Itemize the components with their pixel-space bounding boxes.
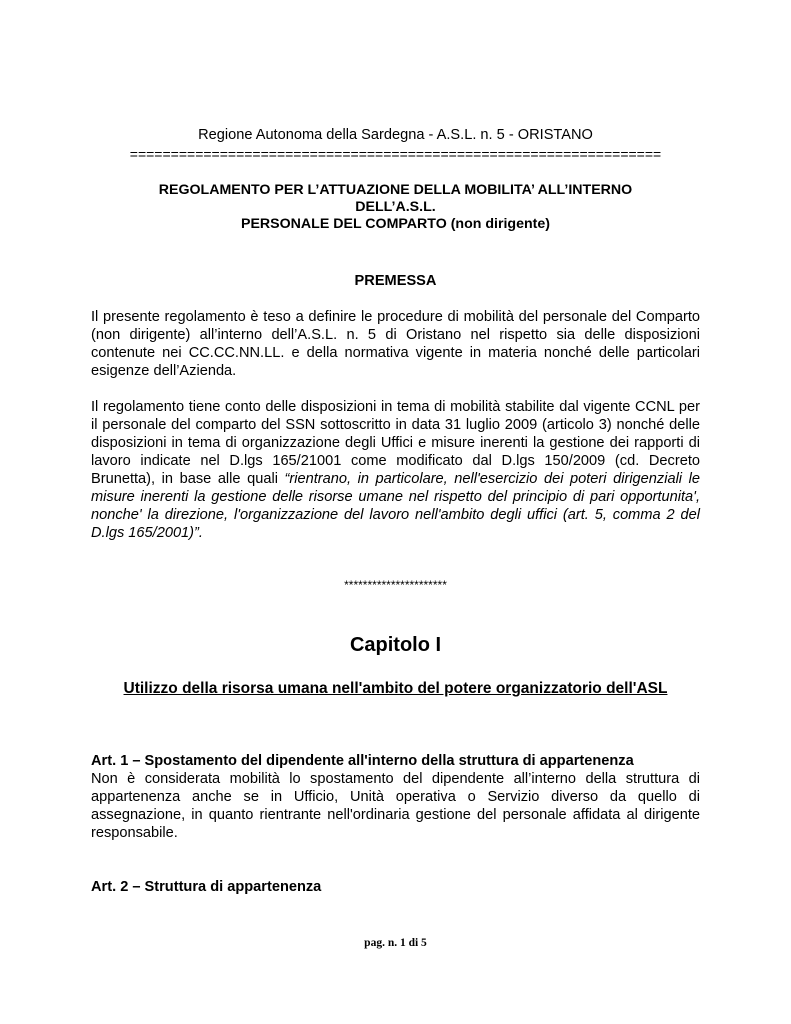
header-rule: =================================================================	[129, 146, 662, 162]
premessa-paragraph-1: Il presente regolamento è teso a definire le procedure di mobilità del personale del Comparto (non dirigente) all’interno dell’A.S.L. n. 5 di Oristano nel rispetto sia delle disposizioni contenute nei CC.CC.NN.LL. e della normativa vigente in materia nonché delle particolari esigenze dell’Azienda.	[91, 309, 700, 379]
article-1-body: Non è considerata mobilità lo spostamento del dipendente all’interno della struttura di appartenenza anche se in Ufficio, Unità operativa o Servizio diverso da quello di assegnazione, in quanto rientrante nell'ordinaria gestione del personale affidata al dirigente responsabile.	[91, 771, 700, 841]
title-line-3-main: PERSONALE DEL COMPARTO	[241, 216, 447, 232]
document-title	[91, 182, 700, 233]
section-heading-premessa: PREMESSA	[354, 273, 437, 289]
article-1-title: Art. 1 – Spostamento del dipendente all'interno della struttura di appartenenza	[91, 753, 634, 769]
premessa-paragraph-2-text: Il regolamento tiene conto delle disposizioni in tema di mobilità stabilite dal vigente CCNL per il personale del comparto del SSN sottoscritto in data 31 luglio 2009 (articolo 3) nonché delle disposizioni in tema di organizzazione degli Uffici e misure inerenti la gestione dei rapporti di lavoro indicate nel D.lgs 165/21001 come modificato dal D.lgs 150/2009 (cd. Decreto Brunetta), in base alle quali	[91, 399, 700, 487]
chapter-title: Capitolo I	[349, 634, 442, 656]
separator-stars: **********************	[344, 578, 447, 592]
title-line-3-paren: (non dirigente)	[446, 216, 550, 232]
chapter-subtitle: Utilizzo della risorsa umana nell'ambito del potere organizzatorio dell'ASL	[123, 680, 668, 697]
premessa-paragraph-2	[91, 398, 700, 542]
article-2-title: Art. 2 – Struttura di appartenenza	[91, 879, 322, 895]
title-line-3	[91, 216, 700, 233]
title-line-1: REGOLAMENTO PER L’ATTUAZIONE DELLA MOBILITA’ ALL’INTERNO	[158, 182, 633, 198]
institution-header: Regione Autonoma della Sardegna - A.S.L. n. 5 - ORISTANO	[198, 127, 593, 143]
title-line-2: DELL’A.S.L.	[355, 199, 436, 215]
page-number: pag. n. 1 di 5	[364, 937, 427, 949]
premessa-paragraph-2-quote: “rientrano, in particolare, nell'esercizio dei poteri dirigenziali le misure inerenti la gestione delle risorse umane nel rispetto del principio di pari opportunita', nonche' la direzione, l'organizzazione del lavoro nell'ambito degli uffici (art. 5, comma 2 del D.lgs 165/2001)”.	[91, 471, 700, 541]
